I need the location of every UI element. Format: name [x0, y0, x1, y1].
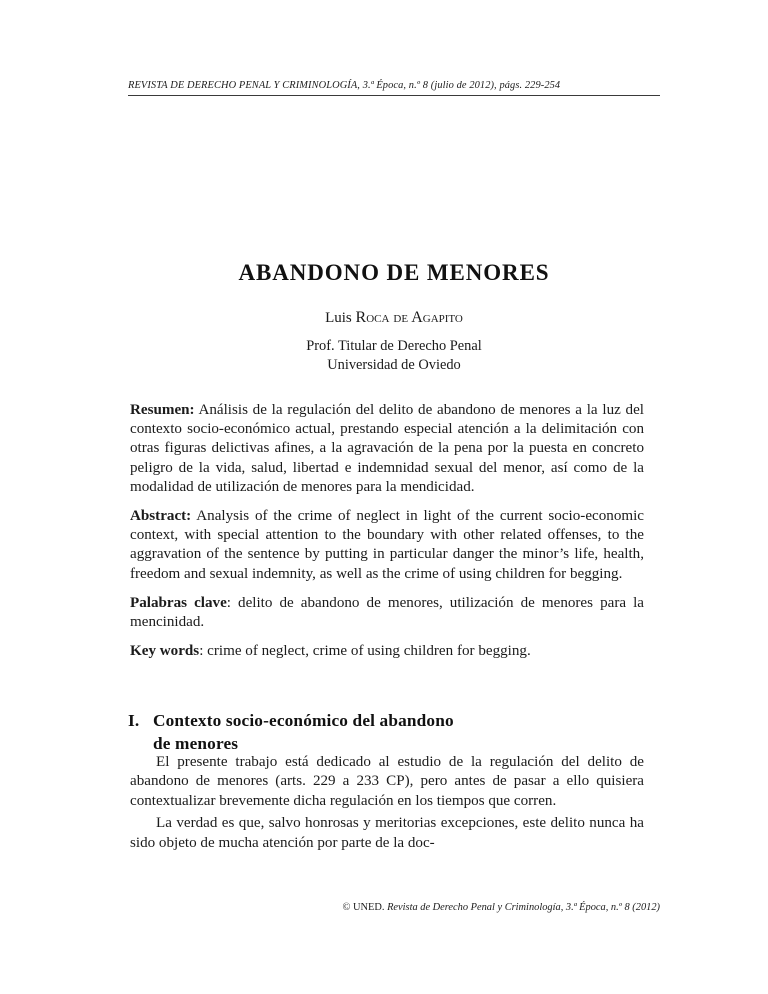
running-head	[128, 79, 660, 96]
resumen-text: Análisis de la regulación del delito de abandono de menores a la luz del contexto socio-económico actual, prestando especial atención a la delimitación con otras figuras delictivas afines, a la agravación de la pena por la puesta en concreto peligro de la vida, salud, libertad e indemnidad sexual del menor, así como de la modalidad de utilización de menores para la mendicidad.	[130, 402, 644, 495]
resumen-paragraph	[130, 401, 644, 497]
body-paragraph: La verdad es que, salvo honrosas y meritorias excepciones, este delito nunca ha sido objeto de mucha atención por parte de la doc-	[130, 815, 644, 851]
body-text	[130, 753, 644, 856]
key-words-paragraph	[130, 642, 644, 661]
running-head-rule	[128, 95, 660, 96]
palabras-clave-label: Palabras clave	[130, 594, 227, 611]
section-heading-line2: de menores	[153, 734, 239, 754]
byline	[128, 308, 660, 375]
abstract-label: Abstract:	[130, 508, 192, 525]
page-title: ABANDONO DE MENORES	[238, 260, 550, 286]
abstract-text: Analysis of the crime of neglect in light of the current socio-economic context, with special attention to the boundary with other related offenses, to the aggravation of the sentence by putting in particular danger the minor’s life, health, freedom and sexual indemnity, as well as the crime of using children for begging.	[130, 508, 644, 582]
author-first-name: Luis	[325, 310, 356, 326]
abstract-paragraph	[130, 507, 644, 584]
running-head-text: REVISTA DE DERECHO PENAL Y CRIMINOLOGÍA, 3.ª Época, n.º 8 (julio de 2012), págs. 229-254	[128, 80, 561, 91]
key-words-label: Key words	[130, 643, 200, 660]
author-name	[128, 308, 660, 328]
key-words-text: : crime of neglect, crime of using children for begging.	[199, 643, 531, 660]
author-institution: Universidad de Oviedo	[327, 357, 461, 373]
page-footer	[128, 902, 660, 913]
section-heading	[128, 709, 648, 755]
author-surname: Roca de Agapito	[355, 309, 463, 326]
footer-journal-reference: Revista de Derecho Penal y Criminología, 3.ª Época, n.º 8 (2012)	[387, 902, 660, 913]
copyright-notice: © UNED.	[342, 902, 388, 913]
resumen-label: Resumen:	[130, 402, 195, 418]
body-paragraph: El presente trabajo está dedicado al estudio de la regulación del delito de abandono de menores (arts. 229 a 233 CP), pero antes de pasar a ello quisiera contextualizar brevemente dicha regulación en los tiempos que corren.	[130, 754, 644, 809]
palabras-clave-paragraph	[130, 594, 644, 632]
author-affiliation	[128, 337, 660, 375]
abstract-block	[130, 401, 644, 661]
section-number: I.	[128, 711, 140, 731]
section-heading-line1: Contexto socio-económico del abandono	[153, 711, 454, 731]
section-heading-text	[153, 709, 623, 755]
author-position: Prof. Titular de Derecho Penal	[306, 338, 482, 354]
palabras-clave-text: : delito de abandono de menores, utilización de menores para la mencinidad.	[130, 594, 644, 631]
